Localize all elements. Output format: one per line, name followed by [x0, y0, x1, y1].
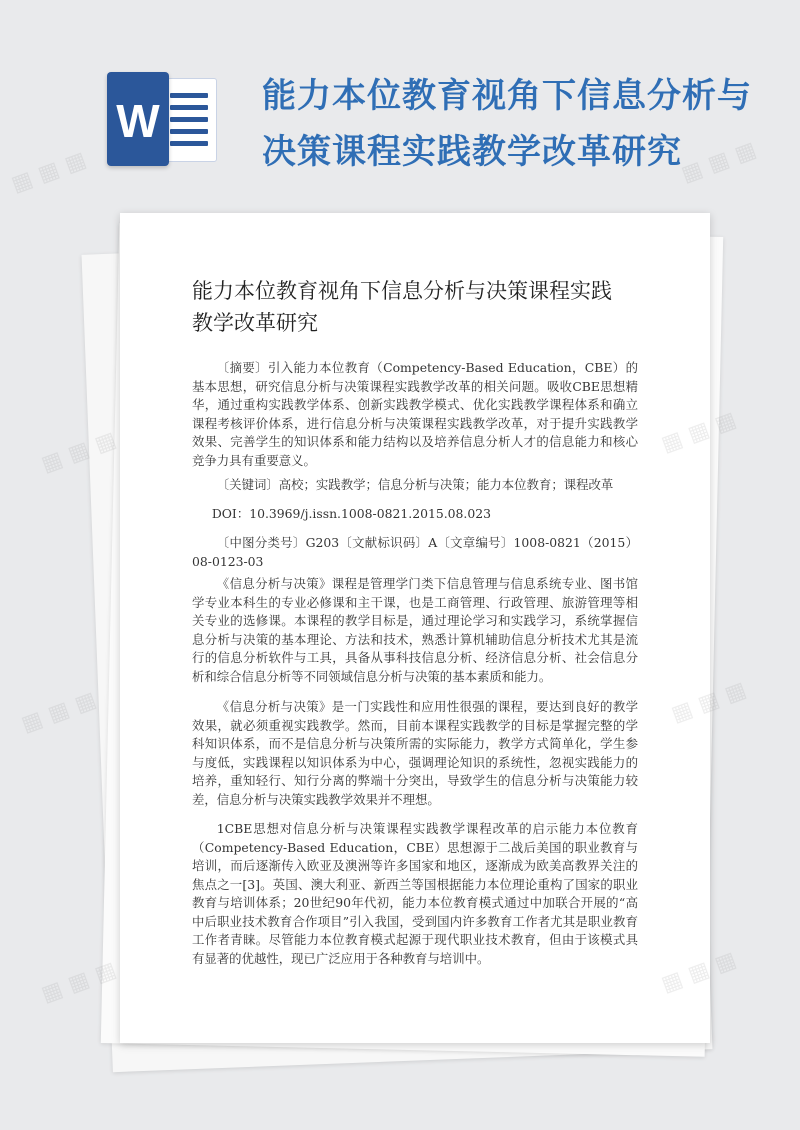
watermark-mark: ▦: [711, 407, 740, 439]
body-paragraph: 1CBE思想对信息分析与决策课程实践教学课程改革的启示能力本位教育（Competency-Based Education，CBE）思想源于二战后美国的职业教育与培训，而后逐渐传入欧亚及澳洲等许多国家和地区，逐渐成为欧美高教界关注的焦点之一[3]。英国、澳大利亚、新西兰等国根据能力本位理论重构了国家的职业教育与培训体系；20世纪90年代初，能力本位教育模式通过中加联合开展的“高中后职业技术教育合作项目”引入我国，受到国内许多教育工作者尤其是职业教育工作者青睐。尽管能力本位教育模式起源于现代职业技术教育，但由于该模式具有显著的优越性，现已广泛应用于各种教育与培训中。: [192, 821, 638, 966]
doi-line: DOI：10.3969/j.issn.1008-0821.2015.08.023: [211, 506, 492, 521]
classification-line: 〔中图分类号〕G203〔文献标识码〕A〔文章编号〕1008-0821（2015）08-0123-03: [192, 535, 638, 569]
abstract-paragraph: 〔摘要〕引入能力本位教育（Competency-Based Education，CBE）的基本思想，研究信息分析与决策课程实践教学改革的相关问题。吸收CBE思想精华，通过重构实践教学体系、创新实践教学模式、优化实践教学课程体系和确立课程考核评价体系，进行信息分析与决策课程实践教学改革，对于提升实践教学效果、完善学生的知识体系和能力结构以及培养信息分析人才的信息能力和核心竞争力具有重要意义。: [192, 360, 638, 468]
watermark-mark: ▦: [721, 677, 750, 709]
document-title: 能力本位教育视角下信息分析与决策课程实践教学改革研究: [192, 279, 612, 335]
watermark-mark: ▦ ▦ ▦: [678, 137, 760, 188]
keywords-line: 〔关键词〕高校；实践教学；信息分析与决策；能力本位教育；课程改革: [216, 477, 614, 492]
watermark-mark: ▦ ▦ ▦: [8, 147, 90, 198]
watermark-mark: ▦ ▦ ▦: [38, 427, 120, 478]
word-logo-letter: W: [116, 95, 160, 147]
watermark-mark: ▦ ▦ ▦: [38, 957, 120, 1008]
body-paragraph: 《信息分析与决策》是一门实践性和应用性很强的课程，要达到良好的教学效果，就必须重视实践教学。然而，目前本课程实践教学的目标是掌握完整的学科知识体系，而不是信息分析与决策所需的实际能力，教学方式简单化，学生参与度低，实践课程以知识体系为中心，强调理论知识的系统性，忽视实践能力的培养，重知轻行、知行分离的弊端十分突出，导致学生的信息分析与决策能力较差，信息分析与决策实践教学效果并不理想。: [192, 699, 638, 807]
word-logo-tile: [107, 72, 169, 166]
document-page: [120, 213, 710, 1043]
watermark-mark: ▦ ▦ ▦: [18, 687, 100, 738]
banner-title: 能力本位教育视角下信息分析与决策课程实践教学改革研究: [262, 76, 752, 172]
body-paragraph: 《信息分析与决策》课程是管理学门类下信息管理与信息系统专业、图书馆学专业本科生的专业必修课和主干课，也是工商管理、行政管理、旅游管理等相关专业的选修课。本课程的教学目标是，通过理论学习和实践学习，系统掌握信息分析与决策的基本理论、方法和技术，熟悉计算机辅助信息分析技术尤其是流行的信息分析软件与工具，具备从事科技信息分析、经济信息分析、社会信息分析和综合信息分析等不同领域信息分析与决策的基本素质和能力。: [192, 576, 638, 684]
word-document-icon: [107, 72, 219, 168]
watermark-mark: ▦: [711, 947, 740, 979]
